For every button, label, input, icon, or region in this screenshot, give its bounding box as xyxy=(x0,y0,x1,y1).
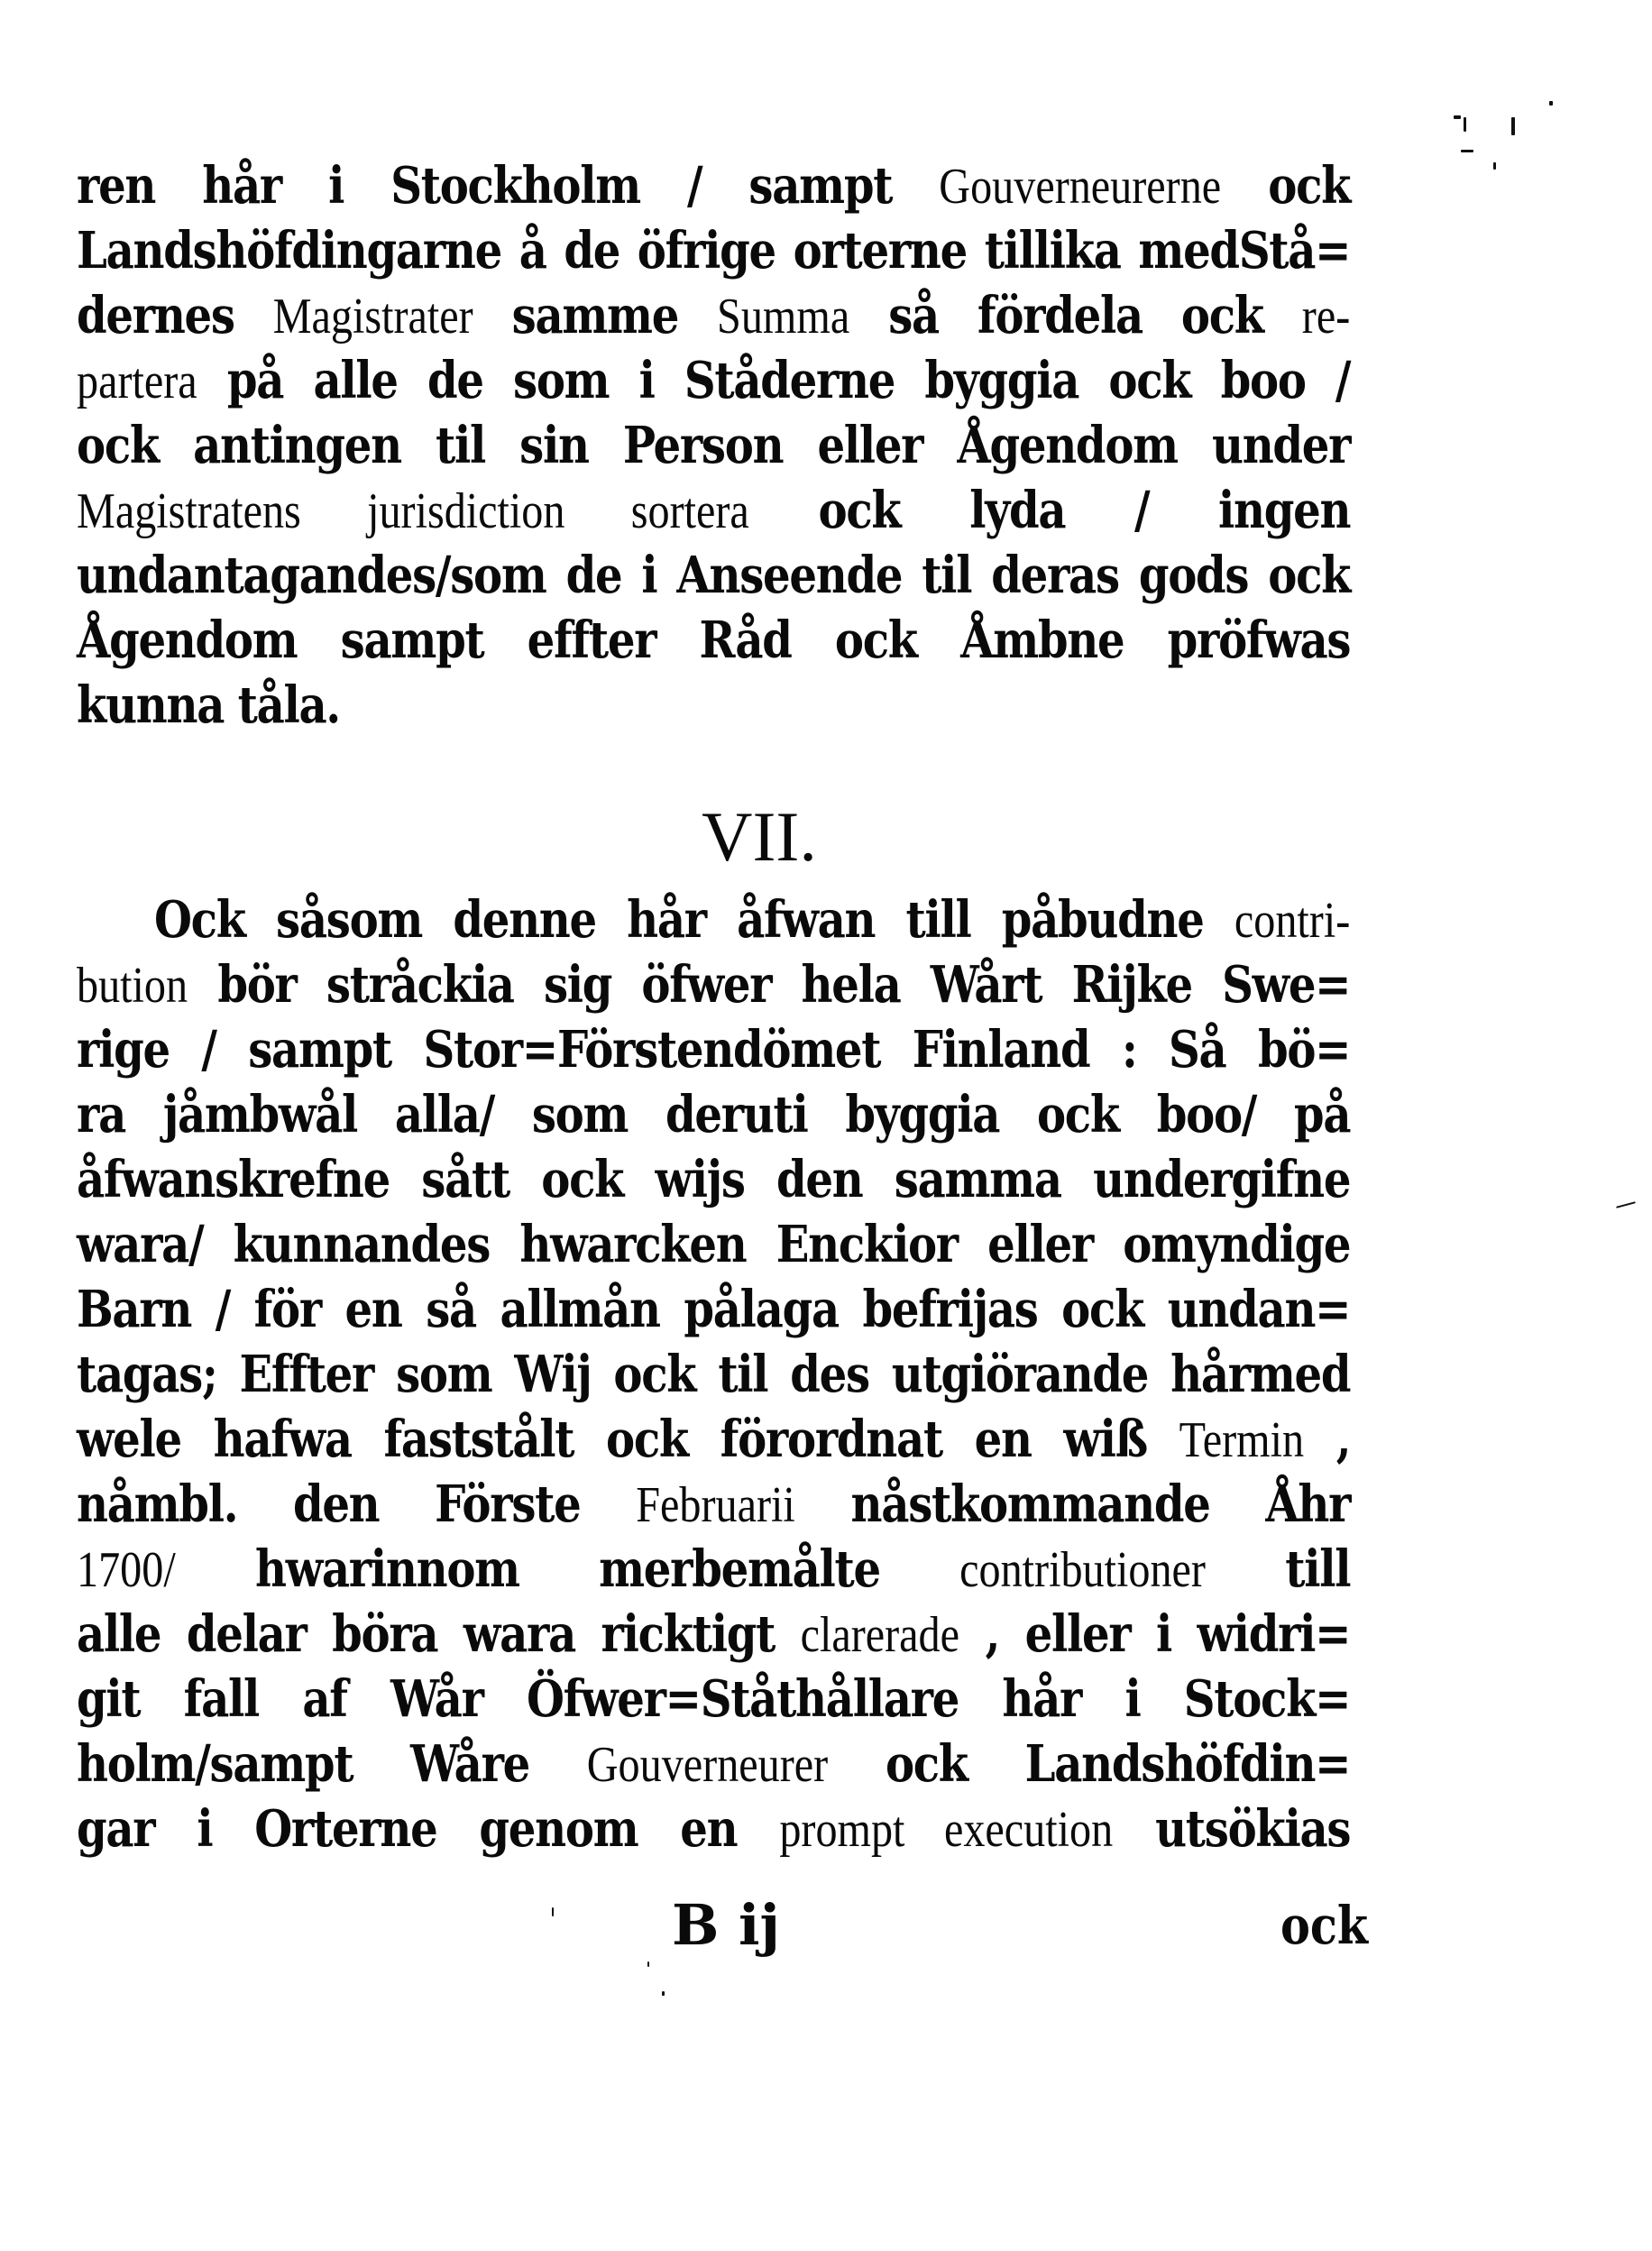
text-line xyxy=(77,1602,1350,1667)
antiqua-text: Februarii xyxy=(636,1477,795,1533)
antiqua-text: Termin xyxy=(1179,1412,1305,1468)
text-line xyxy=(77,887,1350,952)
text-line xyxy=(77,608,1350,673)
antiqua-text: Magistratens jurisdiction sortera xyxy=(77,483,749,539)
fraktur-text: wara/ kunnandes hwarcken Enckior eller omyndige xyxy=(77,1215,1351,1274)
fraktur-text: utsökias xyxy=(1113,1799,1351,1859)
fraktur-text: kunna tåla. xyxy=(77,675,340,735)
scan-artifact xyxy=(1461,150,1473,152)
scan-artifact xyxy=(1454,115,1461,119)
fraktur-text: Landshöfdingarne å de öfrige orterne tillika medStå= xyxy=(77,221,1351,280)
text-line xyxy=(77,952,1350,1017)
text-line xyxy=(77,1796,1350,1861)
fraktur-text: wele hafwa faststålt ock förordnat en wiß xyxy=(77,1410,1179,1469)
text-line xyxy=(77,1537,1350,1602)
text-line xyxy=(77,348,1350,413)
scan-artifact xyxy=(1616,1201,1636,1208)
fraktur-text: git fall af Wår Öfwer=Ståthållare hår i Stock= xyxy=(77,1669,1351,1729)
fraktur-text: rige / sampt Stor=Förstendömet Finland : Så bö= xyxy=(77,1020,1351,1080)
paragraph-2 xyxy=(77,887,1350,1861)
fraktur-text: dernes xyxy=(77,286,273,345)
text-line xyxy=(77,1407,1350,1472)
text-line xyxy=(77,413,1350,478)
catchword: ock xyxy=(1280,1895,1369,1956)
text-line xyxy=(77,1212,1350,1277)
paragraph-1 xyxy=(77,153,1350,738)
fraktur-text: åfwanskrefne sått ock wijs den samma undergifne xyxy=(77,1150,1351,1209)
fraktur-text: samme xyxy=(473,286,718,345)
fraktur-text: , xyxy=(1304,1410,1351,1469)
fraktur-text: holm/sampt Wåre xyxy=(77,1734,587,1794)
fraktur-text: till xyxy=(1205,1539,1351,1599)
fraktur-text: ock antingen til sin Person eller Ågendom under xyxy=(77,416,1351,475)
antiqua-text: Gouverneurer xyxy=(586,1737,829,1793)
text-line xyxy=(77,1472,1350,1537)
text-line xyxy=(77,478,1350,543)
antiqua-text: bution xyxy=(77,958,188,1014)
antiqua-text: contri- xyxy=(1234,893,1351,949)
scan-artifact xyxy=(1549,101,1553,106)
fraktur-text: ock lyda / ingen xyxy=(748,481,1351,540)
fraktur-text: , eller i widri= xyxy=(959,1604,1351,1664)
text-line xyxy=(77,1017,1350,1082)
scan-artifact xyxy=(552,1907,554,1916)
text-line xyxy=(77,1342,1350,1407)
section-heading xyxy=(0,797,1652,876)
text-line xyxy=(77,1147,1350,1212)
signature-mark: B ij xyxy=(672,1892,780,1958)
fraktur-text: nåstkommande Åhr xyxy=(794,1475,1351,1534)
text-line xyxy=(77,673,1350,738)
fraktur-text: ock Landshöfdin= xyxy=(828,1734,1351,1794)
fraktur-text: nåmbl. den Förste xyxy=(77,1475,637,1534)
text-line xyxy=(77,153,1350,218)
text-line xyxy=(77,1732,1350,1796)
fraktur-text: Ågendom sampt effter Råd ock Åmbne pröfwas xyxy=(77,611,1351,670)
text-line xyxy=(77,283,1350,348)
fraktur-text: bör stråckia sig öfwer hela Wårt Rijke Swe= xyxy=(188,955,1351,1015)
fraktur-text: ra jåmbwål alla/ som deruti byggia ock boo/ på xyxy=(77,1085,1351,1144)
scan-artifact xyxy=(647,1962,649,1967)
scan-artifact xyxy=(1493,162,1496,170)
fraktur-text: tagas; Effter som Wij ock til des utgiörande hårmed xyxy=(77,1345,1351,1404)
text-line xyxy=(77,218,1350,283)
fraktur-text: hwarinnom merbemålte xyxy=(175,1539,960,1599)
antiqua-text: clarerade xyxy=(800,1607,960,1663)
fraktur-text: ren hår i Stockholm / sampt xyxy=(77,156,940,216)
antiqua-text: partera xyxy=(77,354,197,409)
scan-artifact xyxy=(1464,117,1466,132)
antiqua-text: Summa xyxy=(717,289,850,345)
text-line xyxy=(77,1277,1350,1342)
text-line xyxy=(77,543,1350,608)
fraktur-text: undantagandes/som de i Anseende til deras gods ock xyxy=(77,546,1351,605)
fraktur-text: gar i Orterne genom en xyxy=(77,1799,780,1859)
antiqua-text: 1700/ xyxy=(77,1542,176,1598)
fraktur-text: så fördela ock xyxy=(849,286,1302,345)
fraktur-text: ock xyxy=(1221,156,1351,216)
fraktur-text: Barn / för en så allmån pålaga befrijas ock undan= xyxy=(77,1280,1351,1339)
antiqua-text: Gouverneurerne xyxy=(939,159,1222,215)
section-heading-text: VII. xyxy=(702,797,817,876)
scan-artifact xyxy=(1511,117,1515,135)
text-line xyxy=(77,1667,1350,1732)
text-line xyxy=(77,1082,1350,1147)
fraktur-text: alle delar böra wara ricktigt xyxy=(77,1604,801,1664)
antiqua-text: prompt execution xyxy=(779,1802,1114,1858)
antiqua-text: re- xyxy=(1301,289,1351,345)
fraktur-text: på alle de som i Ståderne byggia ock boo / xyxy=(197,351,1351,410)
antiqua-text: Magistrater xyxy=(272,289,473,345)
antiqua-text: contributioner xyxy=(959,1542,1206,1598)
fraktur-text: Ock såsom denne hår åfwan till påbudne xyxy=(154,890,1234,950)
scan-artifact xyxy=(662,1991,665,1996)
